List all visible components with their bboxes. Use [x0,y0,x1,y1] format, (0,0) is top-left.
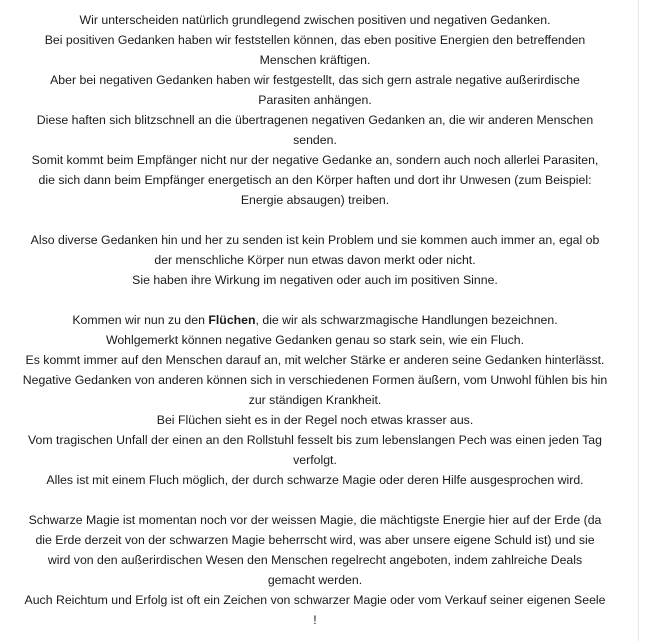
text-line: Energie absaugen) treiben. [240,193,390,207]
text-line: Schwarze Magie ist momentan noch vor der weissen Magie, die mächtigste Energie hier auf der Erde (da [28,513,602,527]
text-line: Also diverse Gedanken hin und her zu senden ist kein Problem und sie kommen auch immer an, egal ob [30,233,600,247]
text-line: gemacht werden. [267,573,363,587]
text-line: Es kommt immer auf den Menschen darauf an, mit welcher Stärke er anderen seine Gedanken hinterlässt. [25,353,605,367]
text-line: Negative Gedanken von anderen können sich in verschiedenen Formen äußern, vom Unwohl fühlen bis hin [22,373,608,387]
text-line: Vom tragischen Unfall der einen an den Rollstuhl fesselt bis zum lebenslangen Pech was einen jeden Tag [28,433,602,447]
bold-term-fluechen: Flüchen [208,313,256,327]
text-fragment: , die wir als schwarzmagische Handlungen bezeichnen. [255,313,558,327]
text-line: Bei Flüchen sieht es in der Regel noch etwas krasser aus. [156,413,474,427]
text-line: wird von den außerirdischen Wesen den Menschen regelrecht angeboten, indem zahlreiche Deals [47,553,583,567]
text-line: Diese haften sich blitzschnell an die übertragenen negativen Gedanken an, die wir anderen Menschen [36,113,594,127]
text-line: Auch Reichtum und Erfolg ist oft ein Zeichen von schwarzer Magie oder vom Verkauf seiner eigenen Seele [24,593,606,607]
text-line: Wohlgemerkt können negative Gedanken genau so stark sein, wie ein Fluch. [105,333,525,347]
text-line: Sie haben ihre Wirkung im negativen oder auch im positiven Sinne. [132,273,498,287]
text-line: der menschliche Körper nun etwas davon merkt oder nicht. [154,253,476,267]
text-line: verfolgt. [293,453,337,467]
paragraph-gedanken-senden [0,230,630,290]
text-line: Menschen kräftigen. [259,53,371,67]
article-body [0,10,630,630]
text-line: Somit kommt beim Empfänger nicht nur der negative Gedanke an, sondern auch noch allerlei Parasiten, [31,153,599,167]
text-line: ! [313,613,317,627]
text-line: Bei positiven Gedanken haben wir feststellen können, das eben positive Energien den betreffenden [44,33,586,47]
paragraph-schwarze-magie [0,510,630,630]
text-line: Aber bei negativen Gedanken haben wir festgestellt, das sich gern astrale negative außerirdische [50,73,580,87]
text-line [0,310,630,330]
column-divider [638,0,639,641]
paragraph-fluechen [0,310,630,490]
paragraph-gedanken-intro [0,10,630,210]
text-line: senden. [293,133,337,147]
text-line: Wir unterscheiden natürlich grundlegend zwischen positiven und negativen Gedanken. [79,13,551,27]
text-line: Parasiten anhängen. [258,93,372,107]
text-line: zur ständigen Krankheit. [248,393,382,407]
text-fragment: Kommen wir nun zu den [72,313,209,327]
text-line: Alles ist mit einem Fluch möglich, der durch schwarze Magie oder deren Hilfe ausgesprochen wird. [46,473,584,487]
text-line: die Erde derzeit von der schwarzen Magie beherrscht wird, was aber unsere eigene Schuld ist) und sie [35,533,595,547]
text-line: die sich dann beim Empfänger energetisch an den Körper haften und dort ihr Unwesen (zum Beispiel: [38,173,592,187]
